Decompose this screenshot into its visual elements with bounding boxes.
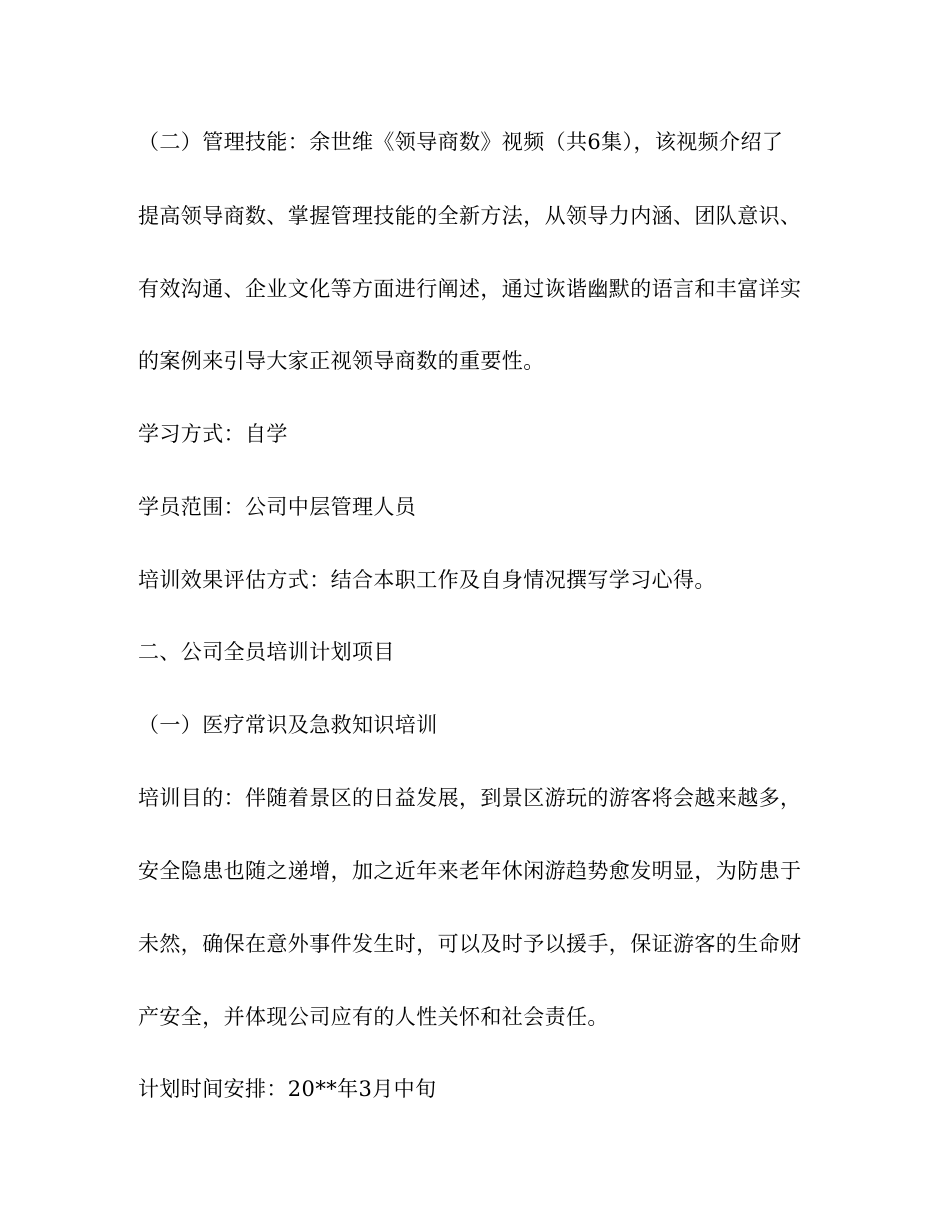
training-purpose-line-1: 培训目的：伴随着景区的日益发展，到景区游玩的游客将会越来越多，	[138, 786, 802, 810]
trainee-scope-line: 学员范围：公司中层管理人员	[138, 495, 417, 519]
paragraph-management-skills-line-2: 提高领导商数、掌握管理技能的全新方法，从领导力内涵、团队意识、	[138, 204, 802, 228]
paragraph-management-skills-line-1: （二）管理技能：余世维《领导商数》视频（共6集），该视频介绍了	[138, 130, 784, 154]
paragraph-management-skills-line-4: 的案例来引导大家正视领导商数的重要性。	[138, 349, 545, 373]
subsection-heading-first-aid-training: （一）医疗常识及急救知识培训	[138, 713, 438, 737]
section-heading-all-staff-training: 二、公司全员培训计划项目	[138, 640, 395, 664]
paragraph-management-skills-line-3: 有效沟通、企业文化等方面进行阐述，通过诙谐幽默的语言和丰富详实	[138, 277, 802, 301]
training-purpose-line-2: 安全隐患也随之递增，加之近年来老年休闲游趋势愈发明显，为防患于	[138, 859, 802, 883]
schedule-line: 计划时间安排：20**年3月中旬	[138, 1077, 437, 1101]
evaluation-method-line: 培训效果评估方式：结合本职工作及自身情况撰写学习心得。	[138, 568, 716, 592]
training-purpose-line-4: 产安全，并体现公司应有的人性关怀和社会责任。	[138, 1005, 609, 1029]
training-purpose-line-3: 未然，确保在意外事件发生时，可以及时予以援手，保证游客的生命财	[138, 932, 802, 956]
study-method-line: 学习方式：自学	[138, 422, 288, 446]
